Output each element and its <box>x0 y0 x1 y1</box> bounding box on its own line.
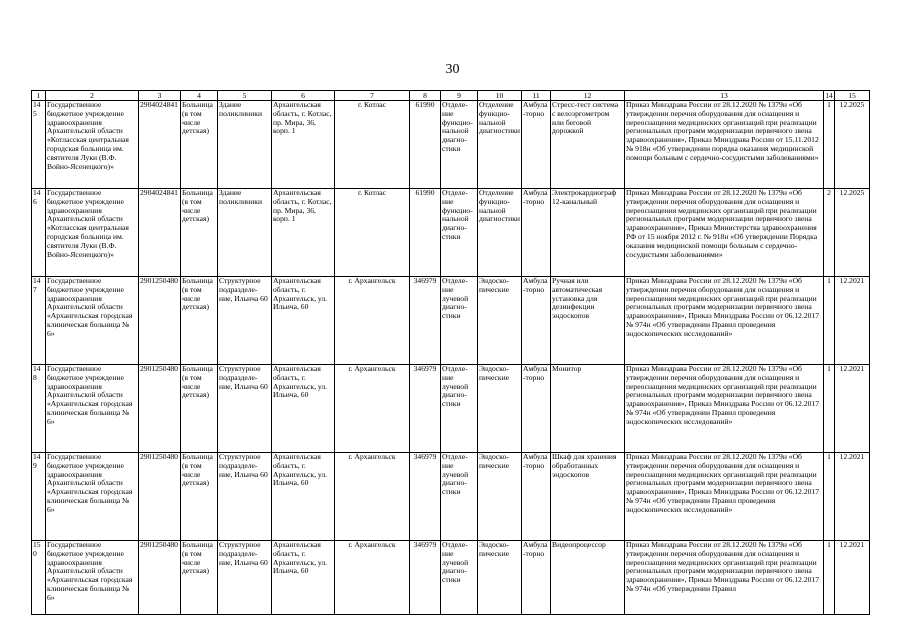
care-mode: Амбула-торно <box>522 189 551 277</box>
city: г. Архангельск <box>335 365 410 453</box>
column-number: 4 <box>181 91 218 101</box>
address: Архангельская область, г. Котлас, пр. Мира, 36, корп. 1 <box>272 101 335 189</box>
column-number: 15 <box>835 91 870 101</box>
equipment: Шкаф для хранения обработанных эндоскопов <box>551 453 625 541</box>
unit: Отделение функцио-нальной диагностики <box>478 101 522 189</box>
equipment: Видеопроцессор <box>551 541 625 615</box>
department: Отделе-ние функцио-нальной диагно-стики <box>441 101 478 189</box>
equipment-register-table <box>31 90 870 615</box>
column-number: 10 <box>478 91 522 101</box>
row-number: 147 <box>32 277 46 365</box>
row-number: 145 <box>32 101 46 189</box>
postal-code: 346979 <box>410 277 441 365</box>
table-row <box>32 541 870 615</box>
row-number: 146 <box>32 189 46 277</box>
inn: 2904024841 <box>139 189 181 277</box>
page-number: 30 <box>445 62 460 77</box>
facility-type: Больница (в том числе детская) <box>181 101 218 189</box>
address: Архангельская область, г. Архангельск, ул. Ильича, 60 <box>272 277 335 365</box>
organization-name: Государственное бюджетное учреждение здравоохранения Архангельской области «Котласская центральная городская больница им. святителя Луки (В.Ф. Войно-Ясенецкого)» <box>46 101 139 189</box>
inn: 2901250480 <box>139 277 181 365</box>
care-mode: Амбула-торно <box>522 365 551 453</box>
column-number: 7 <box>335 91 410 101</box>
organization-name: Государственное бюджетное учреждение здравоохранения Архангельской области «Котласская центральная городская больница им. святителя Луки (В.Ф. Войно-Ясенецкого)» <box>46 189 139 277</box>
row-number: 150 <box>32 541 46 615</box>
legal-basis: Приказ Минздрава России от 28.12.2020 № 1379н «Об утверждении перечня оборудования для оснащения и переоснащения медицинских организаций при реализации региональных программ модернизации первичного звена здравоохранения», Приказ Министерства здравоохранения РФ от 15 ноября 2012 г. № 918н «Об утверждении Порядка оказания медицинской помощи больным с сердечно-сосудистыми заболеваниями» <box>625 189 824 277</box>
address: Архангельская область, г. Котлас, пр. Мира, 36, корп. 1 <box>272 189 335 277</box>
legal-basis: Приказ Минздрава России от 28.12.2020 № 1379н «Об утверждении перечня оборудования для оснащения и переоснащения медицинских организаций при реализации региональных программ модернизации первичного звена здравоохранения», Приказ Минздрава России от 06.12.2017 № 974н «Об утверждении Правил проведения эндоскопических исследований» <box>625 365 824 453</box>
department: Отделе-ние лучевой диагно-стики <box>441 453 478 541</box>
column-number: 5 <box>218 91 272 101</box>
inn: 2901250480 <box>139 453 181 541</box>
department: Отделе-ние лучевой диагно-стики <box>441 365 478 453</box>
address: Архангельская область, г. Архангельск, ул. Ильича, 60 <box>272 453 335 541</box>
row-number: 149 <box>32 453 46 541</box>
building: Структурное подразделе-ние, Ильича 60 <box>218 277 272 365</box>
department: Отделе-ние функцио-нальной диагно-стики <box>441 189 478 277</box>
city: г. Архангельск <box>335 453 410 541</box>
column-number: 9 <box>441 91 478 101</box>
legal-basis: Приказ Минздрава России от 28.12.2020 № 1379н «Об утверждении перечня оборудования для оснащения и переоснащения медицинских организаций при реализации региональных программ модернизации первичного звена здравоохранения», Приказ Минздрава России от 06.12.2017 № 974н «Об утверждении Правил <box>625 541 824 615</box>
city: г. Котлас <box>335 189 410 277</box>
care-mode: Амбула-торно <box>522 453 551 541</box>
building: Здание поликлиники <box>218 101 272 189</box>
column-number-row <box>32 91 870 101</box>
department: Отделе-ние лучевой диагно-стики <box>441 277 478 365</box>
inn: 2901250480 <box>139 365 181 453</box>
quantity: 1 <box>824 365 835 453</box>
department: Отделе-ние лучевой диагно-стики <box>441 541 478 615</box>
column-number: 3 <box>139 91 181 101</box>
equipment: Электрокардиограф 12-канальный <box>551 189 625 277</box>
due-date: 12.2021 <box>835 277 870 365</box>
equipment: Стресс-тест система с велоэргометром или беговой дорожкой <box>551 101 625 189</box>
table-row <box>32 101 870 189</box>
equipment: Ручная или автоматическая установка для дезинфекции эндоскопов <box>551 277 625 365</box>
legal-basis: Приказ Минздрава России от 28.12.2020 № 1379н «Об утверждении перечня оборудования для оснащения и переоснащения медицинских организаций при реализации региональных программ модернизации первичного звена здравоохранения», Приказ Минздрава России от 06.12.2017 № 974н «Об утверждении Правил проведения эндоскопических исследований» <box>625 453 824 541</box>
facility-type: Больница (в том числе детская) <box>181 365 218 453</box>
due-date: 12.2025 <box>835 101 870 189</box>
column-number: 11 <box>522 91 551 101</box>
facility-type: Больница (в том числе детская) <box>181 189 218 277</box>
care-mode: Амбула-торно <box>522 541 551 615</box>
table-row <box>32 277 870 365</box>
quantity: 1 <box>824 277 835 365</box>
column-number: 2 <box>46 91 139 101</box>
table-row <box>32 189 870 277</box>
column-number: 6 <box>272 91 335 101</box>
unit: Эндоско-пические <box>478 541 522 615</box>
organization-name: Государственное бюджетное учреждение здравоохранения Архангельской области «Архангельская городская клиническая больница № 6» <box>46 365 139 453</box>
organization-name: Государственное бюджетное учреждение здравоохранения Архангельской области «Архангельская городская клиническая больница № 6» <box>46 453 139 541</box>
postal-code: 61990 <box>410 101 441 189</box>
city: г. Архангельск <box>335 541 410 615</box>
legal-basis: Приказ Минздрава России от 28.12.2020 № 1379н «Об утверждении перечня оборудования для оснащения и переоснащения медицинских организаций при реализации региональных программ модернизации первичного звена здравоохранения», Приказ Минздрава России от 15.11.2012 № 918н «Об утверждении порядка оказания медицинской помощи больным с сердечно-сосудистыми заболеваниями» <box>625 101 824 189</box>
unit: Эндоско-пические <box>478 453 522 541</box>
table-row <box>32 453 870 541</box>
postal-code: 346979 <box>410 453 441 541</box>
building: Структурное подразделе-ние, Ильича 60 <box>218 541 272 615</box>
due-date: 12.2021 <box>835 541 870 615</box>
facility-type: Больница (в том числе детская) <box>181 541 218 615</box>
city: г. Архангельск <box>335 277 410 365</box>
organization-name: Государственное бюджетное учреждение здравоохранения Архангельской области «Архангельская городская клиническая больница № 6» <box>46 277 139 365</box>
unit: Отделение функцио-нальной диагностики <box>478 189 522 277</box>
postal-code: 346979 <box>410 365 441 453</box>
equipment: Монитор <box>551 365 625 453</box>
column-number: 14 <box>825 91 833 100</box>
postal-code: 61990 <box>410 189 441 277</box>
quantity: 1 <box>824 101 835 189</box>
quantity: 1 <box>824 453 835 541</box>
due-date: 12.2021 <box>835 365 870 453</box>
facility-type: Больница (в том числе детская) <box>181 277 218 365</box>
building: Здание поликлиники <box>218 189 272 277</box>
quantity: 1 <box>824 541 835 615</box>
city: г. Котлас <box>335 101 410 189</box>
due-date: 12.2021 <box>835 453 870 541</box>
facility-type: Больница (в том числе детская) <box>181 453 218 541</box>
unit: Эндоско-пические <box>478 365 522 453</box>
legal-basis: Приказ Минздрава России от 28.12.2020 № 1379н «Об утверждении перечня оборудования для оснащения и переоснащения медицинских организаций при реализации региональных программ модернизации первичного звена здравоохранения», Приказ Минздрава России от 06.12.2017 № 974н «Об утверждении Правил проведения эндоскопических исследований» <box>625 277 824 365</box>
unit: Эндоско-пические <box>478 277 522 365</box>
postal-code: 346979 <box>410 541 441 615</box>
building: Структурное подразделе-ние, Ильича 60 <box>218 365 272 453</box>
quantity: 2 <box>824 189 835 277</box>
care-mode: Амбула-торно <box>522 277 551 365</box>
address: Архангельская область, г. Архангельск, ул. Ильича, 60 <box>272 541 335 615</box>
column-number: 12 <box>551 91 625 101</box>
column-number: 1 <box>32 91 46 101</box>
table-row <box>32 365 870 453</box>
building: Структурное подразделе-ние, Ильича 60 <box>218 453 272 541</box>
due-date: 12.2025 <box>835 189 870 277</box>
care-mode: Амбула-торно <box>522 101 551 189</box>
row-number: 148 <box>32 365 46 453</box>
inn: 2904024841 <box>139 101 181 189</box>
address: Архангельская область, г. Архангельск, ул. Ильича, 60 <box>272 365 335 453</box>
column-number: 13 <box>625 91 824 101</box>
inn: 2901250480 <box>139 541 181 615</box>
column-number: 8 <box>410 91 441 101</box>
organization-name: Государственное бюджетное учреждение здравоохранения Архангельской области «Архангельская городская клиническая больница № 6» <box>46 541 139 615</box>
